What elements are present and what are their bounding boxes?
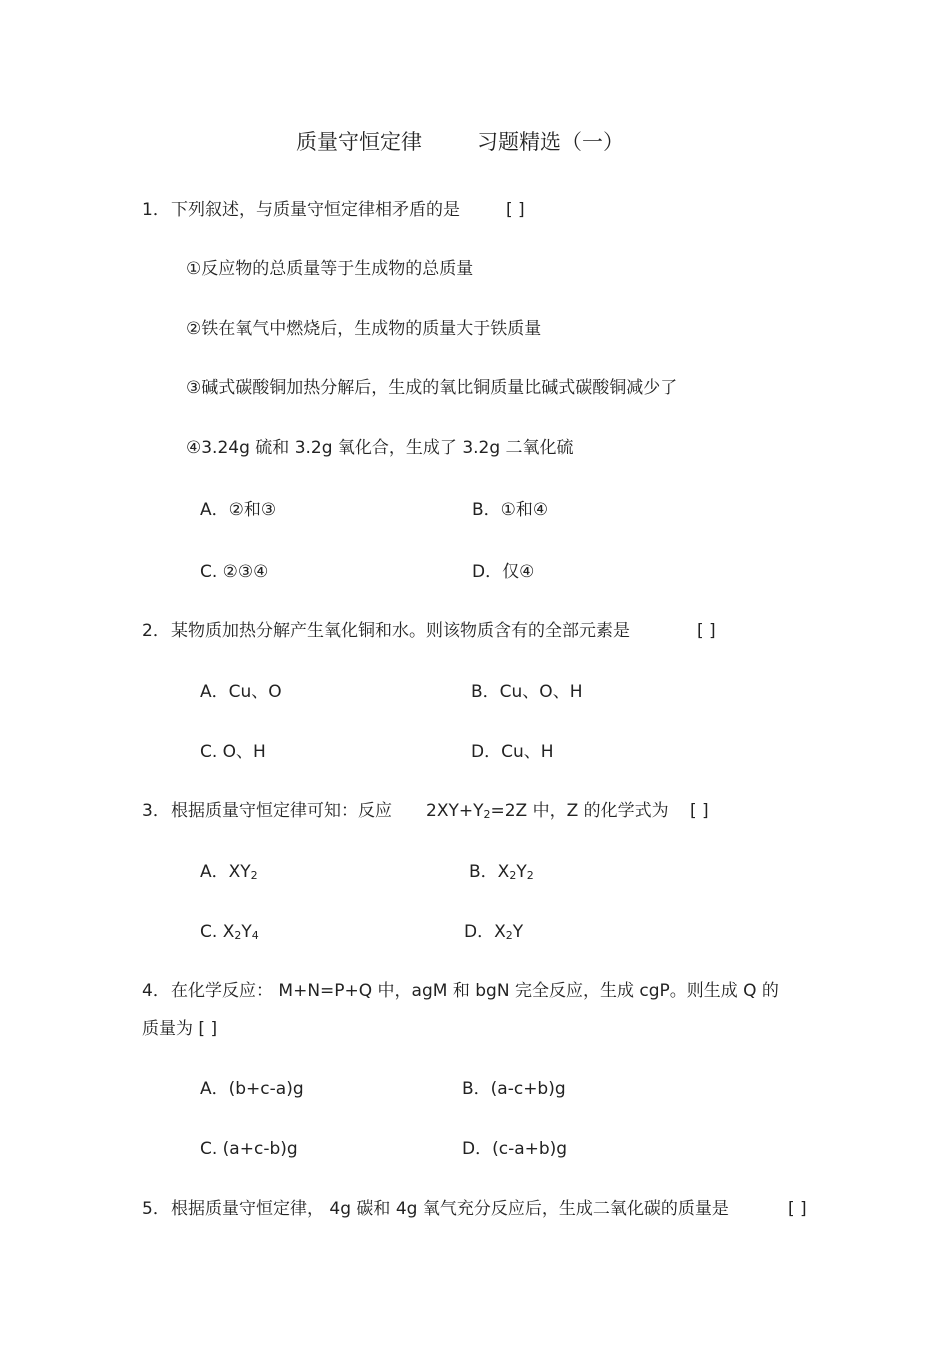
q2-option-c: C. O、H xyxy=(200,742,266,762)
q4-number: 4． xyxy=(142,981,170,1001)
q1-option-c: C. ②③④ xyxy=(200,562,269,582)
q3-b-s2: 2 xyxy=(526,869,534,882)
q3-d-p1: X xyxy=(494,922,506,942)
q3-d-p2: Y xyxy=(512,922,524,942)
q3-option-d xyxy=(464,921,523,943)
q2-stem: 某物质加热分解产生氧化铜和水。则该物质含有的全部元素是 xyxy=(171,621,630,641)
page-title-left: 质量守恒定律 xyxy=(296,130,422,154)
q3-a-label: A． xyxy=(200,862,229,882)
q5-number: 5． xyxy=(142,1199,170,1219)
q3-option-c xyxy=(200,921,259,943)
q3-eq-pre: 2XY+Y xyxy=(426,801,484,821)
q3-a-s1: 2 xyxy=(250,869,258,882)
q3-b-s1: 2 xyxy=(509,869,517,882)
q4-line-1: 在化学反应： M+N=P+Q 中，agM 和 bgN 完全反应，生成 cgP。则生成 Q 的 xyxy=(171,981,779,1001)
q4-line-2: 质量为 [ ] xyxy=(142,1019,218,1039)
q1-option-a: A．②和③ xyxy=(200,500,277,520)
q3-stem xyxy=(171,800,392,822)
page-title-right: 习题精选（一） xyxy=(477,130,624,154)
q4-option-b: B．(a-c+b)g xyxy=(462,1079,566,1099)
q1-item-2: ②铁在氧气中燃烧后，生成物的质量大于铁质量 xyxy=(186,319,542,339)
q3-b-p1: X xyxy=(497,862,510,882)
q3-c-label: C. xyxy=(200,922,223,942)
q3-eq-sub: 2 xyxy=(483,808,491,821)
q3-number: 3． xyxy=(142,801,170,821)
q2-option-b: B．Cu、O、H xyxy=(471,682,583,702)
q2-option-d: D．Cu、H xyxy=(471,742,554,762)
q3-c-s1: 2 xyxy=(234,929,242,942)
q3-d-s1: 2 xyxy=(505,929,513,942)
q2-number: 2． xyxy=(142,621,170,641)
q5-stem: 根据质量守恒定律， 4g 碳和 4g 氧气充分反应后，生成二氧化碳的质量是 xyxy=(171,1199,729,1219)
q1-number: 1． xyxy=(142,200,170,220)
q4-option-a: A．(b+c-a)g xyxy=(200,1079,304,1099)
q5-bracket: [ ] xyxy=(788,1199,807,1219)
q3-option-b xyxy=(469,861,534,883)
q1-option-d: D．仅④ xyxy=(472,562,535,582)
q3-bracket: [ ] xyxy=(690,801,709,821)
q3-d-label: D． xyxy=(464,922,495,942)
q3-equation xyxy=(426,800,669,822)
q4-option-d: D．(c-a+b)g xyxy=(462,1139,568,1159)
q3-a-p1: XY xyxy=(228,862,251,882)
q1-bracket: [ ] xyxy=(506,200,525,220)
q2-option-a: A．Cu、O xyxy=(200,682,282,702)
q3-c-s2: 4 xyxy=(251,929,259,942)
q1-item-3: ③碱式碳酸铜加热分解后，生成的氧比铜质量比碱式碳酸铜减少了 xyxy=(186,378,678,398)
q1-option-b: B．①和④ xyxy=(472,500,549,520)
q3-c-p2: Y xyxy=(241,922,252,942)
q1-item-4: ④3.24g 硫和 3.2g 氧化合，生成了 3.2g 二氧化硫 xyxy=(186,438,574,458)
q1-stem: 下列叙述，与质量守恒定律相矛盾的是 xyxy=(171,200,460,220)
q3-c-p1: X xyxy=(222,922,235,942)
q1-item-1: ①反应物的总质量等于生成物的总质量 xyxy=(186,259,474,279)
q3-option-a xyxy=(200,861,258,883)
q2-bracket: [ ] xyxy=(697,621,716,641)
q4-option-c: C. (a+c-b)g xyxy=(200,1139,298,1159)
q3-eq-post: =2Z 中，Z 的化学式为 xyxy=(490,801,669,821)
q3-b-label: B． xyxy=(469,862,498,882)
q3-b-p2: Y xyxy=(516,862,527,882)
q3-stem-pre: 根据质量守恒定律可知：反应 xyxy=(171,801,392,821)
